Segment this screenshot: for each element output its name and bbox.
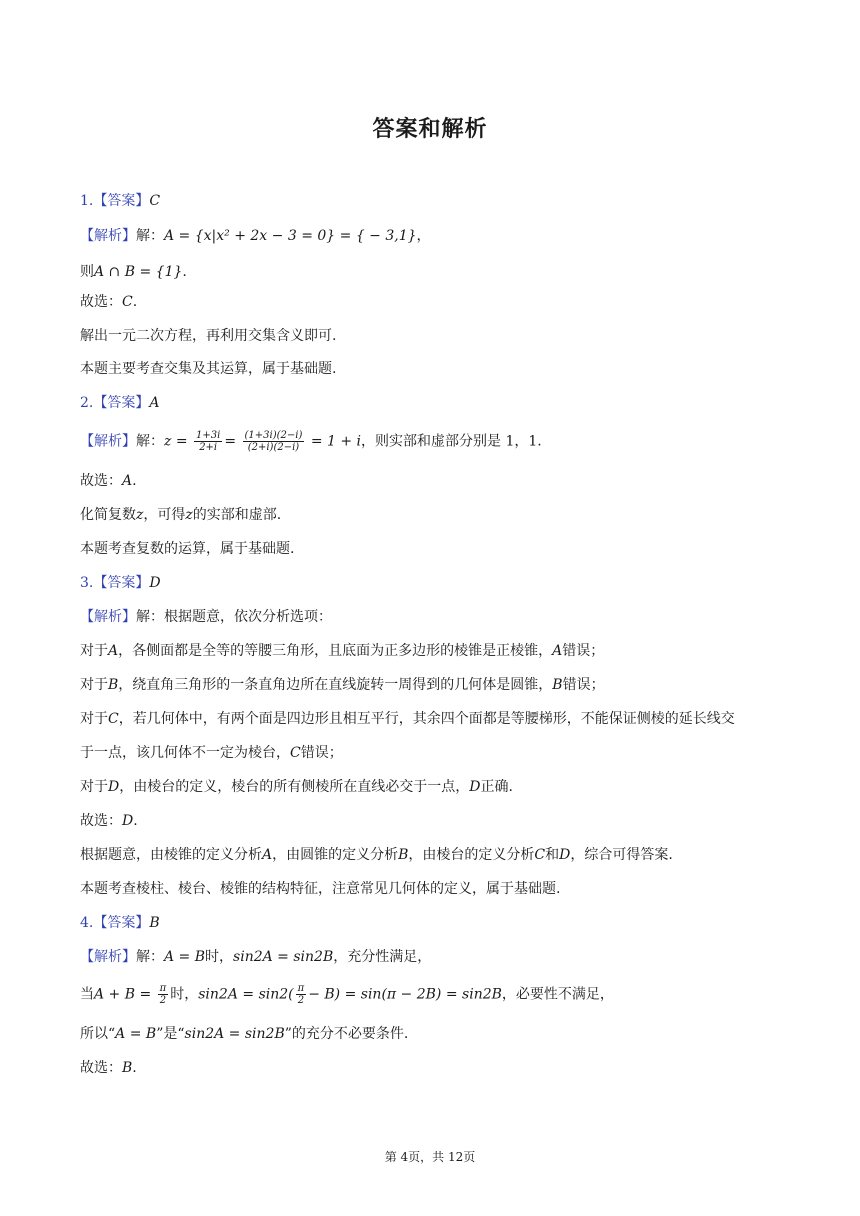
answer-tag: 1.【答案】 — [80, 193, 150, 209]
q4-analysis-line: 【解析】解：A = B时，sin2A = sin2B，充分性满足， — [80, 949, 432, 965]
answer-value: D — [149, 575, 161, 591]
q3-analysis-line: 【解析】解：根据题意，依次分析选项： — [80, 609, 332, 625]
math-expr: A = {x|x² + 2x − 3 = 0} = { − 3,1} — [164, 228, 417, 244]
fraction: $\frac{\pi}{2}$ — [297, 983, 305, 1006]
answer-value: A — [149, 395, 160, 411]
q1-line-4: 解出一元二次方程，再利用交集含义即可. — [80, 328, 337, 344]
analysis-tag: 【解析】 — [80, 433, 136, 450]
page-footer: 第 4页，共 12页 — [384, 1150, 476, 1164]
q3-answer-line — [80, 573, 800, 593]
q3-option-c: 对于C，若几何体中，有两个面是四边形且相互平行，其余四个面都是等腰梯形，不能保证侧棱的延长线交 — [80, 711, 735, 727]
q2-select-line: 故选：A. — [80, 473, 137, 489]
analysis-tag: 【解析】 — [80, 609, 136, 625]
answer-tag: 3.【答案】 — [80, 575, 150, 591]
q3-summary-line: 本题考查棱柱、棱台、棱锥的结构特征，注意常见几何体的定义，属于基础题. — [80, 881, 561, 897]
q3-option-d: 对于D，由棱台的定义，棱台的所有侧棱所在直线必交于一点，D正确. — [80, 779, 513, 795]
q1-select-line: 故选：C. — [80, 294, 138, 310]
q3-option-b: 对于B，绕直角三角形的一条直角边所在直线旋转一周得到的几何体是圆锥，B错误； — [80, 677, 605, 693]
answer-value: B — [149, 915, 160, 931]
q1-analysis-line: 【解析】解：A = {x|x² + 2x − 3 = 0} = { − 3,1}， — [80, 228, 431, 244]
page-title: 答案和解析 — [372, 117, 488, 142]
math-expr: A ∩ B = {1} — [94, 264, 183, 280]
q2-line-4: 化简复数z，可得z的实部和虚部. — [80, 507, 282, 523]
q3-option-a: 对于A，各侧面都是全等的等腰三角形，且底面为正多边形的棱锥是正棱锥，A错误； — [80, 643, 605, 659]
fraction: $\frac{(1+3i)(2-i)}{(2+i)(2-i)}$ — [244, 430, 303, 453]
answer-value: C — [149, 193, 161, 209]
q4-line-3: 所以“A = B”是“sin2A = sin2B”的充分不必要条件. — [80, 1026, 409, 1042]
q3-select-line: 故选：D. — [80, 813, 138, 829]
analysis-tag: 【解析】 — [80, 228, 136, 244]
fraction: $\frac{\pi}{2}$ — [159, 983, 167, 1006]
analysis-tag: 【解析】 — [80, 949, 136, 965]
q2-answer-line — [80, 393, 800, 413]
fraction: $\frac{1+3i}{2+i}$ — [196, 430, 221, 453]
q4-answer-line — [80, 913, 800, 933]
q1-line-2: 则A ∩ B = {1}. — [80, 264, 187, 280]
answer-tag: 4.【答案】 — [80, 915, 150, 931]
q4-line-2: 当A + B = $\frac{\pi}{2}$ 时，sin2A = sin2( $\frac{\pi}{2}$ − B) = sin(π − 2B) = sin2B，必要性不满足， — [80, 983, 614, 1006]
answer-tag: 2.【答案】 — [80, 395, 150, 411]
q1-line-5: 本题主要考查交集及其运算，属于基础题. — [80, 361, 337, 377]
q1-answer-line — [80, 191, 800, 211]
q4-select-line: 故选：B. — [80, 1060, 137, 1076]
q2-analysis-line: 【解析】解：z = $\frac{1+3i}{2+i}$ = $\frac{(1+3i)(2-i)}{(2+i)(2-i)}$ = 1 + i，则实部和虚部分别是 1，1. — [80, 430, 542, 453]
q2-line-5: 本题考查复数的运算，属于基础题. — [80, 541, 295, 557]
q3-option-c-cont: 于一点，该几何体不一定为棱台，C错误； — [80, 745, 343, 761]
q3-method-line: 根据题意，由棱锥的定义分析A，由圆锥的定义分析B，由棱台的定义分析C和D，综合可得答案. — [80, 847, 673, 863]
